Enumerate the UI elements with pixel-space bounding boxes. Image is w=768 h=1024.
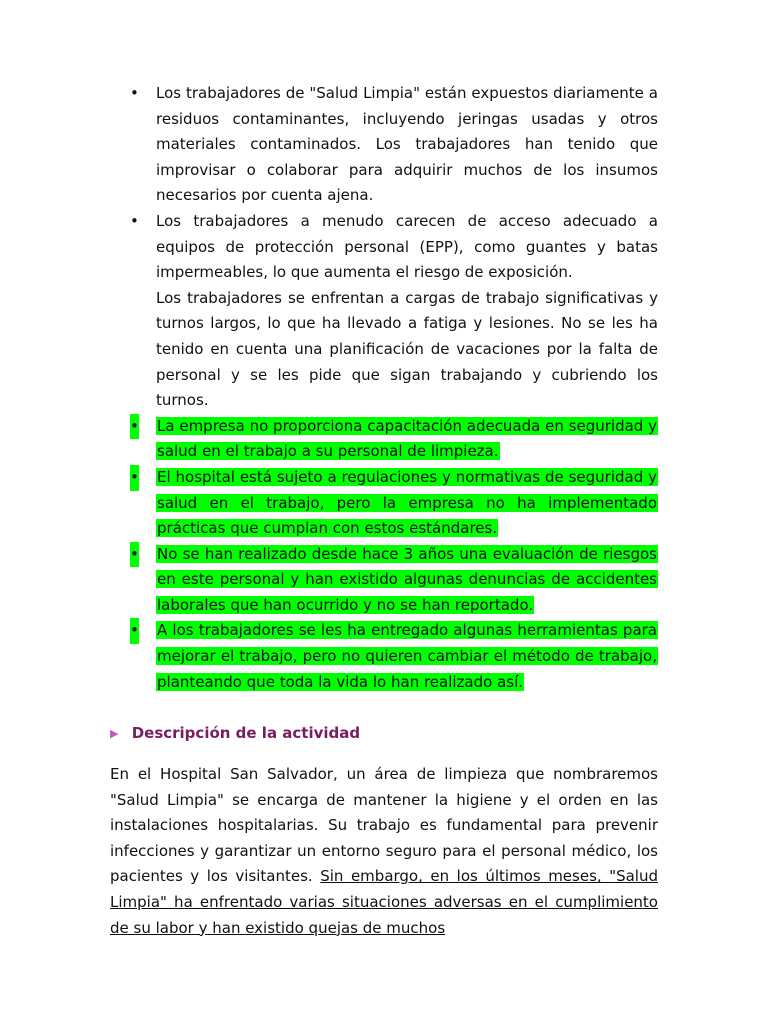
bullet-text: Los trabajadores se enfrentan a cargas de trabajo significativas y turnos largos, lo que ha llevado a fatiga y lesiones. No se les ha tenido en cuenta una planificación de vacaciones por la falta de personal y se les pide que sigan trabajando y cubriendo los turnos. bbox=[156, 288, 658, 410]
list-item-highlighted bbox=[130, 618, 658, 695]
body-paragraph bbox=[110, 762, 658, 941]
paragraph-underlined-text: Sin embargo, en los últimos meses, "Salud Limpia" ha enfrentado varias situaciones adversas en el cumplimiento de su labor y han existido quejas de muchos bbox=[110, 867, 658, 937]
bullet-icon: • bbox=[130, 211, 139, 230]
bullet-text: Los trabajadores de "Salud Limpia" están expuestos diariamente a residuos contaminantes, incluyendo jeringas usadas y otros materiales contaminados. Los trabajadores han tenido que improvisar o colaborar para adquirir muchos de los insumos necesarios por cuenta ajena. bbox=[156, 84, 658, 205]
section-heading bbox=[110, 722, 360, 745]
bullet-icon: • bbox=[130, 465, 139, 491]
bullet-text: No se han realizado desde hace 3 años una evaluación de riesgos en este personal y han existido algunas denuncias de accidentes laborales que han ocurrido y no se han reportado. bbox=[157, 544, 657, 614]
bullet-text: A los trabajadores se les ha entregado algunas herramientas para mejorar el trabajo, pero no quieren cambiar el método de trabajo, planteando que toda la vida lo han realizado así. bbox=[157, 621, 657, 691]
bullet-text: El hospital está sujeto a regulaciones y normativas de seguridad y salud en el trabajo, pero la empresa no ha implementado prácticas que cumplan con estos estándares. bbox=[157, 467, 657, 538]
bullet-icon: • bbox=[130, 542, 139, 568]
bullet-icon: • bbox=[130, 414, 139, 440]
list-item bbox=[130, 81, 658, 209]
section-title: Descripción de la actividad bbox=[131, 724, 361, 742]
triangle-right-icon: ▶ bbox=[110, 727, 119, 740]
bullet-icon: • bbox=[130, 84, 139, 102]
bullet-text: La empresa no proporciona capacitación adecuada en seguridad y salud en el trabajo a su personal de limpieza. bbox=[157, 416, 657, 461]
bullet-list bbox=[130, 81, 658, 695]
list-item-highlighted bbox=[130, 542, 658, 619]
bullet-icon: • bbox=[130, 618, 139, 644]
list-item-highlighted bbox=[130, 465, 658, 542]
list-item bbox=[130, 286, 658, 414]
list-item bbox=[130, 209, 658, 286]
paragraph-text: En el Hospital San Salvador, un área de limpieza que nombraremos "Salud Limpia" se encarga de mantener la higiene y el orden en las instalaciones hospitalarias. Su trabajo es fundamental para prevenir infecciones y garantizar un entorno seguro para el personal médico, los pacientes y los visitantes. bbox=[110, 765, 658, 886]
bullet-text: Los trabajadores a menudo carecen de acceso adecuado a equipos de protección personal (EPP), como guantes y batas impermeables, lo que aumenta el riesgo de exposición. bbox=[156, 211, 658, 282]
list-item-highlighted bbox=[130, 414, 658, 465]
